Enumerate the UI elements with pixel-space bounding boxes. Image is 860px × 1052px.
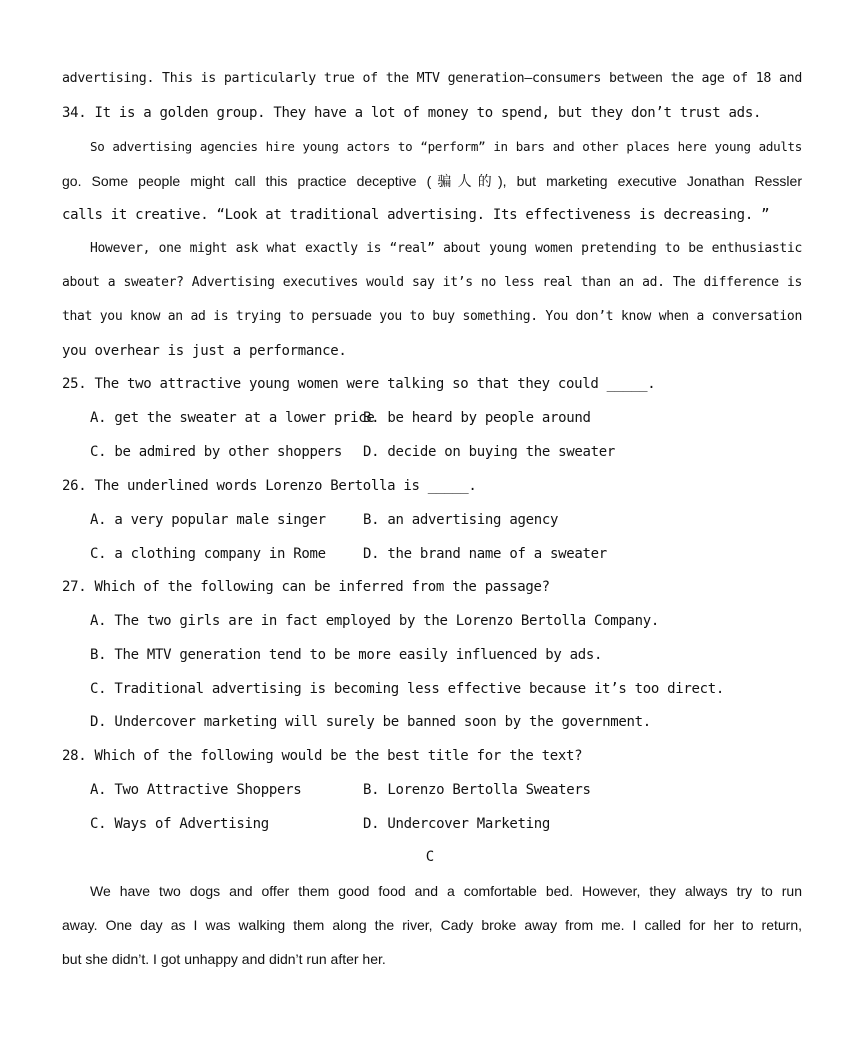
question-stem: 26. The underlined words Lorenzo Bertolla is _____. — [62, 478, 477, 494]
question-stem: 27. Which of the following can be inferred from the passage? — [62, 579, 550, 595]
passage-line: We have two dogs and offer them good food and a comfortable bed. However, they always try to run — [90, 883, 802, 899]
passage-line: So advertising agencies hire young actors to “perform” in bars and other places here young adults — [90, 139, 802, 154]
passage-line: but she didn’t. I got unhappy and didn’t run after her. — [62, 951, 386, 967]
question-stem: 28. Which of the following would be the best title for the text? — [62, 748, 583, 764]
option-c: C. Traditional advertising is becoming less effective because it’s too direct. — [90, 681, 725, 697]
passage-line: However, one might ask what exactly is “real” about young women pretending to be enthusiastic — [90, 241, 802, 256]
option-a: A. a very popular male singer — [90, 512, 326, 528]
option-d: D. Undercover Marketing — [363, 816, 550, 832]
option-b: B. The MTV generation tend to be more easily influenced by ads. — [90, 647, 603, 663]
option-b: B. an advertising agency — [363, 512, 559, 528]
option-c: C. Ways of Advertising — [90, 816, 269, 832]
passage-line: calls it creative. “Look at traditional advertising. Its effectiveness is decreasing. ” — [62, 207, 770, 223]
option-a: A. The two girls are in fact employed by the Lorenzo Bertolla Company. — [90, 613, 660, 629]
passage-line: about a sweater? Advertising executives would say it’s no less real than an ad. The difference is — [62, 275, 802, 290]
option-c: C. be admired by other shoppers — [90, 444, 342, 460]
option-a: A. get the sweater at a lower price — [90, 410, 375, 426]
question-stem: 25. The two attractive young women were talking so that they could _____. — [62, 376, 656, 392]
section-heading: C — [425, 849, 435, 865]
option-d: D. the brand name of a sweater — [363, 546, 607, 562]
passage-line: that you know an ad is trying to persuade you to buy something. You don’t know when a conversation — [62, 309, 802, 324]
option-d: D. Undercover marketing will surely be banned soon by the government. — [90, 714, 651, 730]
passage-line: you overhear is just a performance. — [62, 343, 347, 359]
passage-line: 34. It is a golden group. They have a lot of money to spend, but they don’t trust ads. — [62, 105, 762, 121]
option-b: B. Lorenzo Bertolla Sweaters — [363, 782, 591, 798]
option-c: C. a clothing company in Rome — [90, 546, 326, 562]
passage-line: away. One day as I was walking them along the river, Cady broke away from me. I called for her to return, — [62, 917, 802, 933]
passage-line: go. Some people might call this practice deceptive (骗人的), but marketing executive Jonathan Ressler — [62, 173, 802, 189]
option-a: A. Two Attractive Shoppers — [90, 782, 302, 798]
option-d: D. decide on buying the sweater — [363, 444, 615, 460]
passage-line: advertising. This is particularly true of the MTV generation—consumers between the age of 18 and — [62, 71, 802, 86]
option-b: B. be heard by people around — [363, 410, 591, 426]
